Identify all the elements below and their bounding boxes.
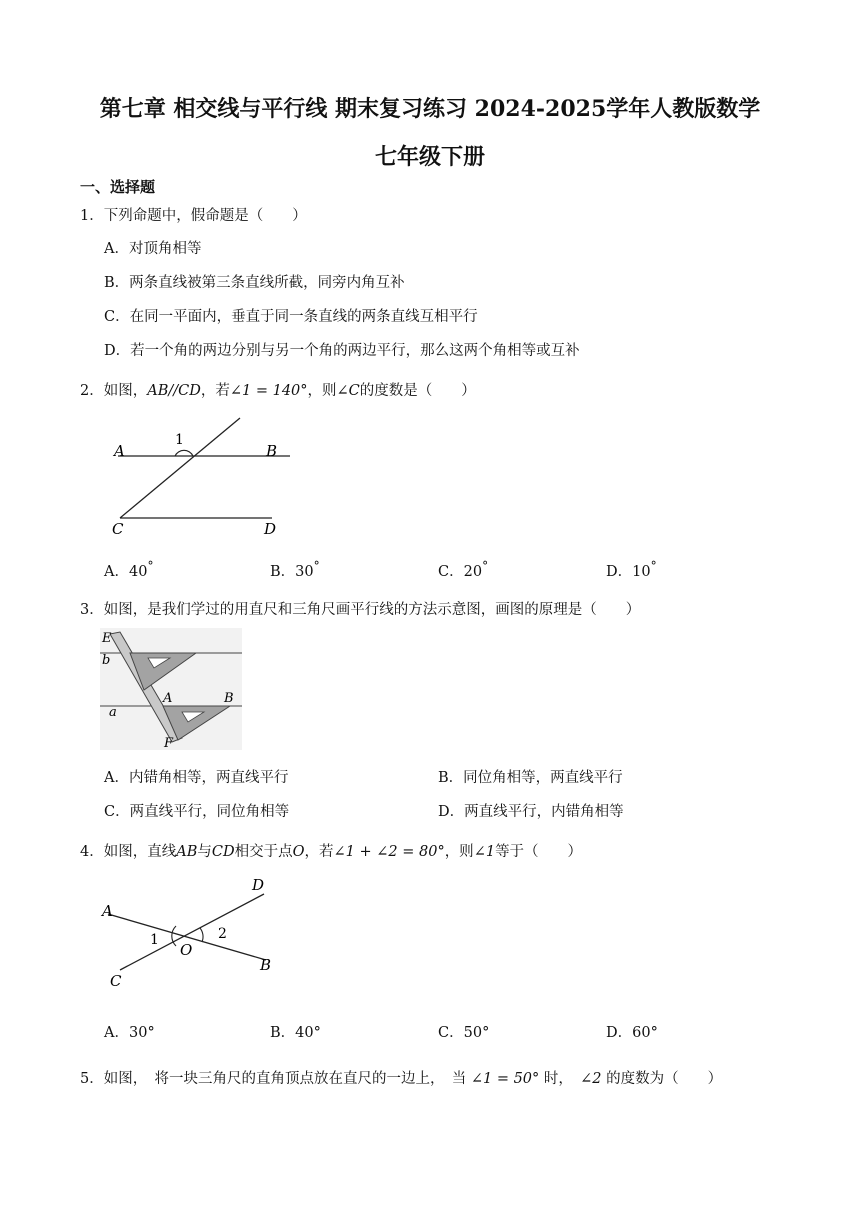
label-c: C <box>110 972 122 990</box>
label-f: F <box>164 736 174 750</box>
question-2-stem: 2．如图，AB//CD，若∠1 = 140°，则∠C的度数是（ ） <box>80 383 476 399</box>
angle-1-arc <box>175 450 193 456</box>
question-3-option-b: B．同位角相等，两直线平行 <box>438 770 623 786</box>
question-4-option-a: A．30° <box>104 1025 155 1041</box>
section-heading: 一、选择题 <box>80 178 156 196</box>
question-2-option-a: A．40° <box>104 559 154 580</box>
question-4-option-d: D．60° <box>606 1025 658 1041</box>
question-3-option-a: A．内错角相等，两直线平行 <box>104 770 289 786</box>
question-2-option-c: C．20° <box>438 559 489 580</box>
label-d: D <box>264 520 277 538</box>
label-point-a: A <box>163 691 173 706</box>
page-title-line-2: 七年级下册 <box>374 144 485 170</box>
label-a: A <box>102 902 113 920</box>
question-3-figure <box>100 628 242 750</box>
question-4-option-b: B．40° <box>270 1025 321 1041</box>
question-1-option-d: D．若一个角的两边分别与另一个角的两边平行，那么这两个角相等或互补 <box>104 343 580 359</box>
question-3-option-c: C．两直线平行，同位角相等 <box>104 804 290 820</box>
label-o: O <box>180 941 193 959</box>
label-e: E <box>102 631 112 646</box>
label-d: D <box>252 876 265 894</box>
question-3-option-d: D．两直线平行，内错角相等 <box>438 804 624 820</box>
label-a: A <box>114 442 125 460</box>
label-c: C <box>112 520 124 538</box>
label-b-line: b <box>102 653 111 668</box>
angle-2-arc <box>200 928 203 942</box>
question-1-stem: 1．下列命题中，假命题是（ ） <box>80 208 307 224</box>
question-1-option-b: B．两条直线被第三条直线所截，同旁内角互补 <box>104 275 405 291</box>
question-4-option-c: C．50° <box>438 1025 490 1041</box>
question-2-option-b: B．30° <box>270 559 320 580</box>
label-angle-1: 1 <box>150 932 159 948</box>
question-3-stem: 3．如图，是我们学过的用直尺和三角尺画平行线的方法示意图，画图的原理是（ ） <box>80 602 641 618</box>
question-2-figure <box>100 410 300 540</box>
question-2-option-d: D．10° <box>606 559 657 580</box>
label-b: B <box>260 956 272 974</box>
label-a-line: a <box>109 705 117 720</box>
page-title-line-1: 第七章 相交线与平行线 期末复习练习 2024-2025学年人教版数学 <box>99 96 761 122</box>
label-b: B <box>266 442 278 460</box>
question-4-stem: 4．如图，直线AB与CD相交于点O，若∠1 + ∠2 = 80°，则∠1等于（ ） <box>80 844 583 860</box>
question-4-figure <box>96 876 286 994</box>
question-5-stem: 5．如图， 将一块三角尺的直角顶点放在直尺的一边上， 当 ∠1 = 50° 时， ∠2 的度数为（ ） <box>80 1071 723 1087</box>
label-angle-2: 2 <box>218 926 227 942</box>
label-angle-1: 1 <box>175 432 184 448</box>
question-1-option-c: C．在同一平面内，垂直于同一条直线的两条直线互相平行 <box>104 309 478 325</box>
question-1-option-a: A．对顶角相等 <box>104 241 202 257</box>
label-point-b: B <box>224 691 234 706</box>
